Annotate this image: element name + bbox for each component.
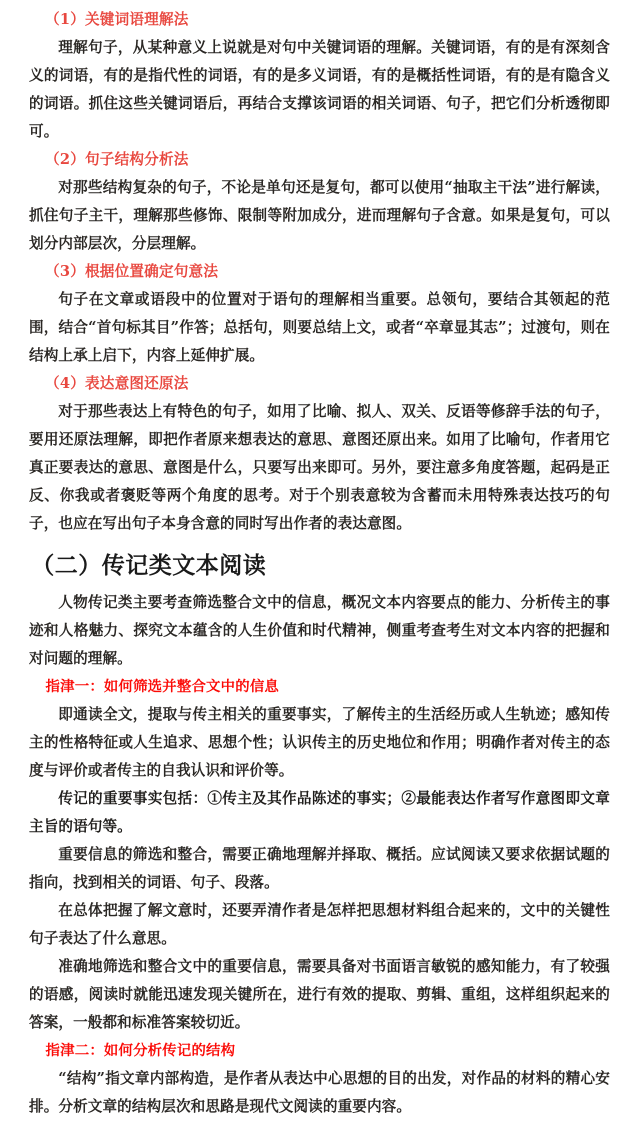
guide-heading-two: 指津二：如何分析传记的结构 [45, 1043, 236, 1059]
paragraph-sub1-body: 理解句子，从某种意义上说就是对句中关键词语的理解。关键词语，有的是有深刻含义的词语，有的是指代性的词语，有的是多义词语，有的是概括性词语，有的是有隐含义的词语。抓住这些关键词语后，再结合支撑该词语的相关词语、句子，把它们分析透彻即可。 [29, 39, 610, 140]
paragraph-guide1-2: 传记的重要事实包括：①传主及其作品陈述的事实；②最能表达作者写作意图即文章主旨的语句等。 [29, 790, 610, 835]
paragraph-guide1-4: 在总体把握了解文意时，还要弄清作者是怎样把思想材料组合起来的，文中的关键性句子表达了什么意思。 [29, 902, 610, 947]
section-heading-biography-reading: （二）传记类文本阅读 [31, 553, 267, 579]
paragraph-guide1-1: 即通读全文，提取与传主相关的重要事实，了解传主的生活经历或人生轨迹；感知传主的性格特征或人生追求、思想个性；认识传主的历史地位和作用；明确作者对传主的态度与评价或者传主的自我认识和评价等。 [29, 706, 610, 779]
subheading-4: （4）表达意图还原法 [45, 375, 189, 392]
paragraph-guide1-5: 准确地筛选和整合文中的重要信息，需要具备对书面语言敏锐的感知能力，有了较强的语感，阅读时就能迅速发现关键所在，进行有效的提取、剪辑、重组，这样组织起来的答案，一般都和标准答案较切近。 [29, 958, 610, 1031]
paragraph-sub4-body: 对于那些表达上有特色的句子，如用了比喻、拟人、双关、反语等修辞手法的句子，要用还原法理解，即把作者原来想表达的意思、意图还原出来。如用了比喻句，作者用它真正要表达的意思、意图是什么，只要写出来即可。另外，要注意多角度答题，起码是正反、你我或者褒贬等两个角度的思考。对于个别表意较为含蓄而未用特殊表达技巧的句子，也应在写出句子本身含意的同时写出作者的表达意图。 [29, 403, 610, 532]
subheading-1: （1）关键词语理解法 [45, 11, 189, 28]
paragraph-sub3-body: 句子在文章或语段中的位置对于语句的理解相当重要。总领句，要结合其领起的范围，结合“首句标其目”作答；总括句，则要总结上文，或者“卒章显其志”；过渡句，则在结构上承上启下，内容上延伸扩展。 [29, 291, 610, 364]
guide-heading-one: 指津一：如何筛选并整合文中的信息 [45, 679, 279, 695]
paragraph-sub2-body: 对那些结构复杂的句子，不论是单句还是复句，都可以使用“抽取主干法”进行解读，抓住句子主干，理解那些修饰、限制等附加成分，进而理解句子含意。如果是复句，可以划分内部层次，分层理解。 [29, 179, 610, 252]
paragraph-guide2-1: “结构”指文章内部构造，是作者从表达中心思想的目的出发，对作品的材料的精心安排。分析文章的结构层次和思路是现代文阅读的重要内容。 [29, 1070, 610, 1115]
subheading-3: （3）根据位置确定句意法 [45, 263, 219, 280]
paragraph-guide1-3: 重要信息的筛选和整合，需要正确地理解并择取、概括。应试阅读又要求依据试题的指向，找到相关的词语、句子、段落。 [29, 846, 610, 891]
paragraph-intro: 人物传记类主要考查筛选整合文中的信息，概况文本内容要点的能力、分析传主的事迹和人格魅力、探究文本蕴含的人生价值和时代精神，侧重考查考生对文本内容的把握和对问题的理解。 [29, 594, 610, 667]
subheading-2: （2）句子结构分析法 [45, 151, 189, 168]
